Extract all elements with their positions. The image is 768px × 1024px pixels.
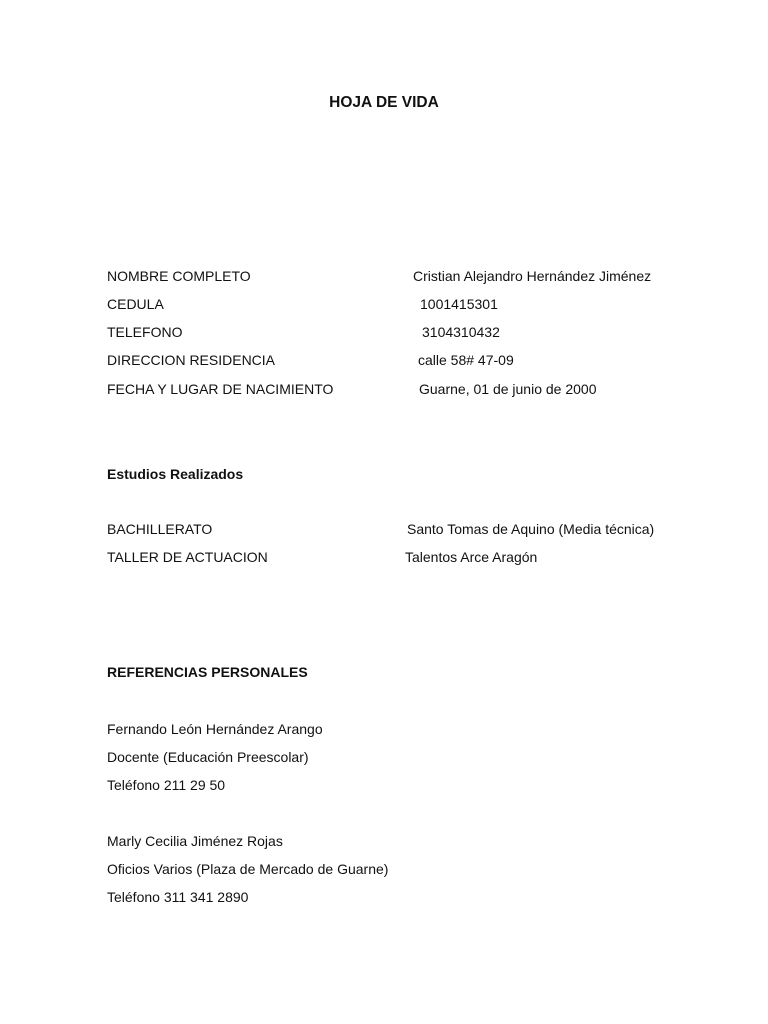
studies-heading: Estudios Realizados xyxy=(107,466,244,482)
reference-name: Marly Cecilia Jiménez Rojas xyxy=(107,833,283,849)
personal-value: calle 58# 47-09 xyxy=(418,352,514,368)
reference-phone: Teléfono 211 29 50 xyxy=(107,777,226,793)
reference-occupation: Docente (Educación Preescolar) xyxy=(107,749,309,765)
personal-label: NOMBRE COMPLETO xyxy=(107,268,251,284)
reference-name: Fernando León Hernández Arango xyxy=(107,721,323,737)
study-value: Santo Tomas de Aquino (Media técnica) xyxy=(407,521,655,537)
page-title: HOJA DE VIDA xyxy=(329,94,439,111)
personal-label: TELEFONO xyxy=(107,324,183,340)
reference-phone: Teléfono 311 341 2890 xyxy=(107,889,249,905)
personal-label: FECHA Y LUGAR DE NACIMIENTO xyxy=(107,381,334,397)
personal-value: Cristian Alejandro Hernández Jiménez xyxy=(413,268,652,284)
references-heading: REFERENCIAS PERSONALES xyxy=(107,664,308,680)
study-label: BACHILLERATO xyxy=(107,521,213,537)
study-label: TALLER DE ACTUACION xyxy=(107,549,268,565)
personal-value: 1001415301 xyxy=(420,296,498,312)
personal-label: DIRECCION RESIDENCIA xyxy=(107,352,276,368)
personal-value: 3104310432 xyxy=(422,324,500,340)
reference-occupation: Oficios Varios (Plaza de Mercado de Guarne) xyxy=(107,861,389,877)
personal-value: Guarne, 01 de junio de 2000 xyxy=(419,381,597,397)
study-value: Talentos Arce Aragón xyxy=(405,549,538,565)
personal-label: CEDULA xyxy=(107,296,164,312)
